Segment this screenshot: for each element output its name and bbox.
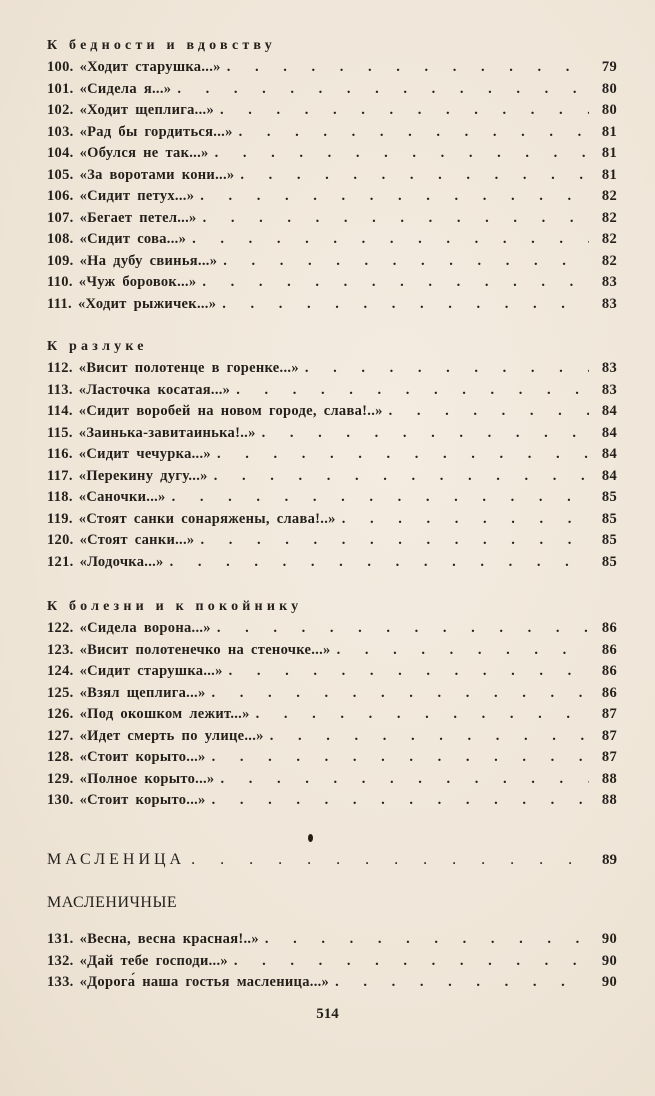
- entry-page: 90: [601, 974, 617, 990]
- dot-leader: [335, 972, 589, 994]
- toc-entry: [47, 57, 617, 79]
- dot-leader: [214, 466, 589, 488]
- toc-entry: [47, 122, 617, 144]
- entry-title: «Полное корыто...»: [79, 770, 215, 787]
- ink-spot: [308, 834, 313, 842]
- dot-leader: [234, 951, 589, 973]
- entry-page: 84: [601, 446, 617, 462]
- dot-leader: [170, 552, 589, 574]
- dot-leader: [256, 704, 589, 726]
- section-maslenitsa: [47, 929, 617, 994]
- dot-leader: [223, 251, 589, 273]
- dot-leader: [212, 683, 589, 705]
- toc-entry: [47, 186, 617, 208]
- dot-leader: [192, 229, 589, 251]
- entry-title: «Стоит корыто...»: [79, 749, 206, 765]
- entry-number: 126.: [47, 706, 74, 722]
- entry-number: 131.: [47, 931, 74, 947]
- dot-leader: [262, 423, 589, 445]
- entry-number: 128.: [47, 749, 74, 765]
- entry-page: 81: [601, 123, 617, 140]
- entry-title: «Рад бы гордиться...»: [79, 123, 233, 140]
- entry-number: 107.: [47, 209, 74, 226]
- dot-leader: [191, 851, 589, 869]
- dot-leader: [270, 726, 589, 748]
- toc-entry: [47, 208, 617, 230]
- entry-page: 86: [601, 641, 617, 658]
- dot-leader: [217, 618, 589, 640]
- entry-page: 87: [601, 706, 617, 722]
- entry-title: «Ходит щеплига...»: [79, 102, 215, 118]
- toc-entry: [47, 747, 617, 769]
- entry-title: «Сидит старушка...»: [79, 663, 223, 679]
- toc-entry: [47, 661, 617, 683]
- toc-entry: [47, 401, 617, 423]
- toc-entry: [47, 143, 617, 165]
- entry-number: 108.: [47, 231, 74, 247]
- section-parting: [47, 336, 617, 573]
- toc-entry: [47, 790, 617, 812]
- entry-title: «Чуж боровок...»: [78, 274, 197, 290]
- dot-leader: [217, 444, 589, 466]
- toc-entry: [47, 229, 617, 251]
- toc-entry: [47, 444, 617, 466]
- toc-entry: [47, 251, 617, 273]
- entry-title: «Дай тебе господи...»: [79, 952, 228, 969]
- toc-entry: [47, 683, 617, 705]
- entry-number: 102.: [47, 102, 74, 118]
- toc-entry: [47, 552, 617, 574]
- entry-title: «Саночки...»: [78, 489, 166, 505]
- entry-number: 122.: [47, 620, 74, 636]
- entry-page: 83: [601, 295, 617, 312]
- entry-page: 80: [601, 102, 617, 118]
- entry-page: 86: [601, 684, 617, 701]
- dot-leader: [220, 100, 589, 122]
- entry-page: 86: [601, 663, 617, 679]
- entry-number: 113.: [47, 381, 73, 398]
- entry-number: 121.: [47, 553, 74, 570]
- entry-page: 83: [601, 360, 617, 376]
- entry-page: 84: [601, 403, 617, 419]
- entry-page: 85: [601, 510, 617, 527]
- toc-entry: [47, 769, 617, 791]
- toc-entry: [47, 509, 617, 531]
- entry-title: «Идет смерть по улице...»: [79, 727, 264, 744]
- toc-entry: [47, 640, 617, 662]
- entry-title: «На дубу свинья...»: [79, 252, 218, 269]
- entry-number: 133.: [47, 974, 74, 990]
- entry-page: 87: [601, 727, 617, 744]
- part-heading-row: [47, 851, 617, 869]
- dot-leader: [212, 790, 589, 812]
- entry-number: 129.: [47, 770, 74, 787]
- toc-entry: [47, 618, 617, 640]
- entry-title: «Заинька-завитаинька!..»: [78, 424, 256, 441]
- part-title: МАСЛЕНИЦА: [47, 851, 186, 868]
- entry-page: 83: [601, 274, 617, 290]
- entry-title: «Висит полотенечко на стеночке...»: [79, 641, 331, 658]
- dot-leader: [337, 640, 589, 662]
- entry-title: «Дорога́ наша гостья масленица...»: [79, 974, 330, 990]
- dot-leader: [212, 747, 589, 769]
- entry-page: 90: [601, 952, 617, 969]
- entry-number: 114.: [47, 403, 73, 419]
- entry-page: 81: [601, 166, 617, 183]
- entry-number: 103.: [47, 123, 74, 140]
- entry-title: «Стоят санки...»: [79, 532, 195, 548]
- toc-entry: [47, 100, 617, 122]
- entry-title: «Сидит сова...»: [79, 231, 187, 247]
- toc-entry: [47, 530, 617, 552]
- dot-leader: [239, 122, 589, 144]
- entry-title: «Бегает петел...»: [79, 209, 197, 226]
- part-page: 89: [602, 852, 617, 868]
- entry-number: 132.: [47, 952, 74, 969]
- section-heading: К болезни и к покойнику: [47, 599, 303, 614]
- entry-number: 118.: [47, 489, 73, 505]
- toc-entry: [47, 972, 617, 994]
- entry-title: «Стоят санки сонаряжены, слава!..»: [78, 510, 336, 527]
- entry-page: 87: [601, 749, 617, 765]
- entry-number: 105.: [47, 166, 74, 183]
- dot-leader: [215, 143, 589, 165]
- entry-page: 82: [601, 231, 617, 247]
- toc-entry: [47, 165, 617, 187]
- entry-page: 85: [601, 532, 617, 548]
- dot-leader: [305, 358, 589, 380]
- entry-number: 130.: [47, 792, 74, 808]
- page-number: 514: [316, 1006, 339, 1022]
- entry-page: 88: [601, 770, 617, 787]
- entry-title: «Сидела ворона...»: [79, 620, 211, 636]
- toc-entry: [47, 358, 617, 380]
- dot-leader: [200, 530, 589, 552]
- entry-page: 84: [601, 424, 617, 441]
- dot-leader: [236, 380, 589, 402]
- dot-leader: [389, 401, 589, 423]
- entry-title: «Перекину дугу...»: [78, 467, 208, 484]
- toc-entry: [47, 423, 617, 445]
- section-heading: К разлуке: [47, 339, 148, 354]
- entry-number: 123.: [47, 641, 74, 658]
- dot-leader: [227, 57, 589, 79]
- entry-page: 86: [601, 620, 617, 636]
- entry-title: «Сидела я...»: [79, 80, 172, 97]
- entry-title: «Весна, весна красная!..»: [79, 931, 259, 947]
- entry-title: «Стоит корыто...»: [79, 792, 206, 808]
- entry-page: 88: [601, 792, 617, 808]
- toc-entry: [47, 726, 617, 748]
- dot-leader: [177, 79, 589, 101]
- toc-entry: [47, 79, 617, 101]
- entry-number: 115.: [47, 424, 73, 441]
- dot-leader: [342, 509, 589, 531]
- dot-leader: [229, 661, 589, 683]
- dot-leader: [240, 165, 589, 187]
- entry-number: 119.: [47, 510, 73, 527]
- dot-leader: [220, 769, 589, 791]
- toc-entry: [47, 272, 617, 294]
- entry-page: 80: [601, 80, 617, 97]
- entry-number: 106.: [47, 188, 74, 204]
- entry-number: 117.: [47, 467, 73, 484]
- section-illness: [47, 596, 617, 812]
- dot-leader: [202, 272, 589, 294]
- dot-leader: [222, 294, 589, 316]
- dot-leader: [265, 929, 589, 951]
- entry-page: 84: [601, 467, 617, 484]
- entry-title: «Ходит старушка...»: [79, 59, 221, 75]
- section-heading: К бедности и вдовству: [47, 38, 276, 53]
- entry-title: «Взял щеплига...»: [79, 684, 206, 701]
- section-poverty: [47, 35, 617, 315]
- toc-entry: [47, 704, 617, 726]
- entry-number: 116.: [47, 446, 73, 462]
- toc-entry: [47, 929, 617, 951]
- entry-number: 127.: [47, 727, 74, 744]
- dot-leader: [203, 208, 589, 230]
- entry-title: «Сидит петух...»: [79, 188, 195, 204]
- entry-page: 82: [601, 252, 617, 269]
- entry-number: 112.: [47, 360, 73, 376]
- toc-entry: [47, 466, 617, 488]
- entry-page: 85: [601, 553, 617, 570]
- entry-number: 100.: [47, 59, 74, 75]
- entry-title: «Под окошком лежит...»: [79, 706, 250, 722]
- entry-page: 85: [601, 489, 617, 505]
- toc-entry: [47, 487, 617, 509]
- entry-title: «Висит полотенце в горенке...»: [78, 360, 299, 376]
- dot-leader: [200, 186, 589, 208]
- entry-number: 124.: [47, 663, 74, 679]
- entry-number: 120.: [47, 532, 74, 548]
- entry-page: 83: [601, 381, 617, 398]
- toc-entry: [47, 951, 617, 973]
- entry-number: 110.: [47, 274, 73, 290]
- entry-title: «Ласточка косатая...»: [78, 381, 231, 398]
- entry-number: 111.: [47, 295, 72, 312]
- entry-title: «За воротами кони...»: [79, 166, 235, 183]
- entry-number: 125.: [47, 684, 74, 701]
- entry-title: «Ходит рыжичек...»: [77, 295, 217, 312]
- entry-number: 109.: [47, 252, 74, 269]
- dot-leader: [172, 487, 589, 509]
- entry-title: «Сидит воробей на новом городе, слава!..»: [78, 403, 383, 419]
- entry-page: 82: [601, 188, 617, 204]
- entry-number: 101.: [47, 80, 74, 97]
- entry-title: «Сидит чечурка...»: [78, 446, 211, 462]
- toc-entry: [47, 380, 617, 402]
- entry-page: 82: [601, 209, 617, 226]
- entry-page: 90: [601, 931, 617, 947]
- entry-title: «Лодочка...»: [79, 553, 164, 570]
- entry-title: «Обулся не так...»: [79, 145, 209, 161]
- entry-number: 104.: [47, 145, 74, 161]
- entry-page: 79: [601, 59, 617, 75]
- entry-page: 81: [601, 145, 617, 161]
- subsection-heading: МАСЛЕНИЧНЫЕ: [47, 894, 178, 911]
- toc-entry: [47, 294, 617, 316]
